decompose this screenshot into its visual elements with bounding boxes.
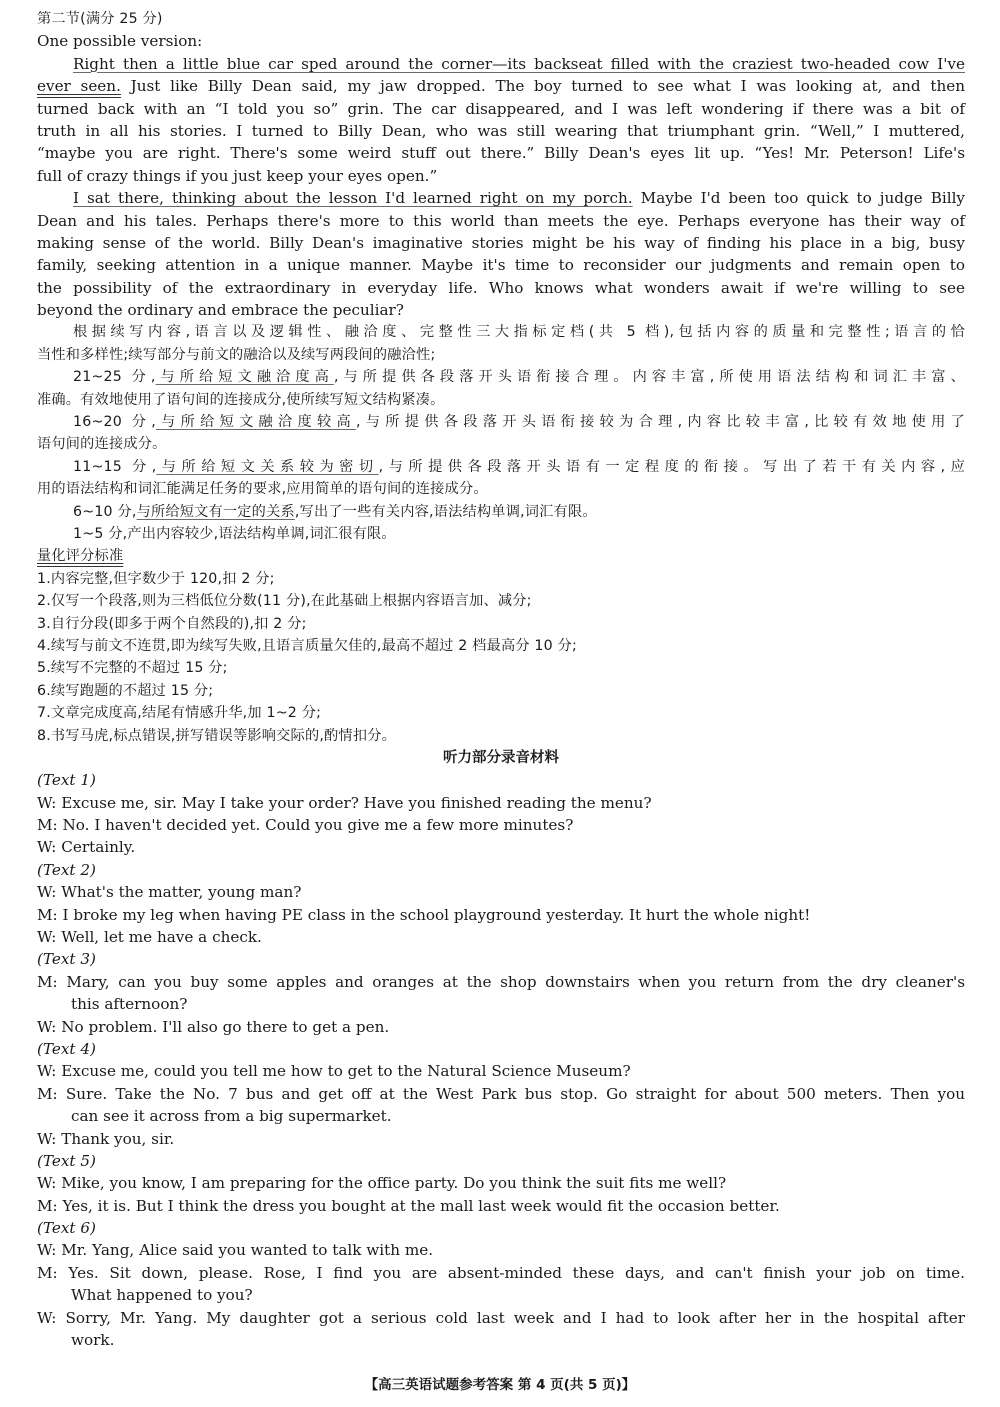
essay-p1-line4: truth in all his stories. I turned to Billy Dean, who was still wearing that triumphant grin. “Well,” I muttered, bbox=[37, 121, 965, 140]
dialogue-line: M: Mary, can you buy some apples and oranges at the shop downstairs when you return from the dry cleaner's bbox=[37, 972, 965, 991]
essay-text: Just like Billy Dean said, my jaw dropped. The boy turned to see what I was looking at, and then bbox=[120, 77, 965, 96]
quant-item-5: 5.续写不完整的不超过 15 分; bbox=[37, 660, 228, 677]
dialogue-line: W: Mr. Yang, Alice said you wanted to talk with me. bbox=[37, 1241, 434, 1260]
band-11-15-line2: 用的语法结构和词汇能满足任务的要求,应用简单的语句间的连接成分。 bbox=[37, 481, 488, 498]
essay-p2-line3: making sense of the world. Billy Dean's imaginative stories might be his way of finding his place in a big, busy bbox=[37, 233, 965, 252]
text-3-label: (Text 3) bbox=[37, 950, 96, 969]
dialogue-line: W: Excuse me, could you tell me how to get to the Natural Science Museum? bbox=[37, 1062, 631, 1081]
dialogue-line-cont: work. bbox=[71, 1331, 115, 1350]
band-text: ,与所提供各段落开头语衔接较为合理,内容比较丰富,比较有效地使用了 bbox=[356, 414, 965, 431]
essay-p1-line5: “maybe you are right. There's some weird stuff out there.” Billy Dean's eyes lit up. “Yes! Mr. Peterson! Life's bbox=[37, 144, 965, 163]
dialogue-line: W: Well, let me have a check. bbox=[37, 928, 262, 947]
dialogue-line-cont: What happened to you? bbox=[71, 1286, 253, 1305]
band-text: ,写出了一些有关内容,语法结构单调,词汇有限。 bbox=[294, 503, 597, 520]
band-text: ,与所提供各段落开头语衔接合理。内容丰富,所使用语法结构和词汇丰富、 bbox=[333, 369, 965, 386]
text-1-label: (Text 1) bbox=[37, 771, 96, 790]
section-heading: 第二节(满分 25 分) bbox=[37, 11, 163, 27]
essay-text: Maybe I'd been too quick to judge Billy bbox=[632, 189, 966, 208]
essay-p1-line3: turned back with an “I told you so” grin. The car disappeared, and I was left wondering if there was a bit of bbox=[37, 99, 965, 118]
essay-underlined-p2-opening: I sat there, thinking about the lesson I'd learned right on my porch. bbox=[73, 189, 633, 208]
dialogue-line: M: Yes, it is. But I think the dress you bought at the mall last week would fit the occasion better. bbox=[37, 1196, 780, 1215]
essay-p1-line1 bbox=[37, 53, 965, 75]
band-score: 16~20 分, bbox=[73, 414, 157, 431]
text-2-label: (Text 2) bbox=[37, 860, 96, 879]
listening-title: 听力部分录音材料 bbox=[443, 749, 559, 766]
dialogue-line: W: What's the matter, young man? bbox=[37, 883, 302, 902]
essay-p1-line2 bbox=[37, 75, 965, 97]
band-key-criterion: 与所给短文有一定的关系 bbox=[136, 503, 295, 520]
essay-p2-line1 bbox=[37, 187, 965, 209]
band-score: 11~15 分, bbox=[73, 458, 157, 475]
band-16-20-line2: 语句间的连接成分。 bbox=[37, 436, 167, 453]
text-6-label: (Text 6) bbox=[37, 1219, 96, 1238]
band-1-5: 1~5 分,产出内容较少,语法结构单调,词汇很有限。 bbox=[73, 525, 396, 542]
document-page bbox=[37, 8, 965, 1351]
dialogue-line: M: Sure. Take the No. 7 bus and get off at the West Park bus stop. Go straight for about 500 meters. Then you bbox=[37, 1084, 965, 1103]
dialogue-line: W: Thank you, sir. bbox=[37, 1129, 175, 1148]
dialogue-line: W: Excuse me, sir. May I take your order? Have you finished reading the menu? bbox=[37, 793, 652, 812]
quant-item-8: 8.书写马虎,标点错误,拼写错误等影响交际的,酌情扣分。 bbox=[37, 727, 396, 744]
dialogue-line: W: Mike, you know, I am preparing for the office party. Do you think the suit fits me well? bbox=[37, 1174, 727, 1193]
band-11-15 bbox=[37, 456, 965, 478]
essay-p2-line5: the possibility of the extraordinary in everyday life. Who knows what wonders await if we're willing to see bbox=[37, 278, 965, 297]
band-key-criterion: 与所给短文融洽度高 bbox=[155, 369, 334, 386]
essay-p2-line4: family, seeking attention in a unique manner. Maybe it's time to reconsider our judgments and remain open to bbox=[37, 256, 965, 275]
band-6-10 bbox=[37, 501, 965, 523]
quant-title bbox=[37, 545, 965, 567]
essay-underlined-end: ever seen. bbox=[37, 77, 121, 96]
dialogue-line-cont: this afternoon? bbox=[71, 995, 188, 1014]
essay-p2-line6: beyond the ordinary and embrace the peculiar? bbox=[37, 301, 404, 320]
band-key-criterion: 与所给短文关系较为密切 bbox=[156, 458, 379, 475]
quant-item-4: 4.续写与前文不连贯,即为续写失败,且语言质量欠佳的,最高不超过 2 档最高分 10 分; bbox=[37, 637, 577, 654]
quant-item-3: 3.自行分段(即多于两个自然段的),扣 2 分; bbox=[37, 615, 307, 632]
text-5-label: (Text 5) bbox=[37, 1151, 96, 1170]
essay-underlined-opening: Right then a little blue car sped around the corner—its backseat filled with the craziest two-headed cow I've bbox=[73, 54, 965, 73]
essay-p1-line6: full of crazy things if you just keep your eyes open.” bbox=[37, 166, 438, 185]
band-score: 6~10 分, bbox=[73, 503, 137, 520]
dialogue-line: M: I broke my leg when having PE class in the school playground yesterday. It hurt the whole night! bbox=[37, 905, 811, 924]
essay-p2-line2: Dean and his tales. Perhaps there's more to this world than meets the eye. Perhaps everyone has their way of bbox=[37, 211, 965, 230]
grading-intro-line1: 根据续写内容,语言以及逻辑性、融洽度、完整性三大指标定档(共 5 档),包括内容的质量和完整性;语言的恰 bbox=[73, 324, 965, 341]
version-label: One possible version: bbox=[37, 32, 203, 51]
dialogue-line-cont: can see it across from a big supermarket. bbox=[71, 1107, 392, 1126]
quant-item-7: 7.文章完成度高,结尾有情感升华,加 1~2 分; bbox=[37, 705, 322, 722]
band-21-25 bbox=[37, 366, 965, 388]
quant-item-1: 1.内容完整,但字数少于 120,扣 2 分; bbox=[37, 570, 275, 587]
band-text: ,与所提供各段落开头语有一定程度的衔接。写出了若干有关内容,应 bbox=[378, 458, 965, 475]
dialogue-line: M: Yes. Sit down, please. Rose, I find you are absent-minded these days, and can't finish your job on time. bbox=[37, 1263, 965, 1282]
text-4-label: (Text 4) bbox=[37, 1039, 96, 1058]
page-footer: 【高三英语试题参考答案 第 4 页(共 5 页)】 bbox=[364, 1377, 636, 1393]
dialogue-line: W: Certainly. bbox=[37, 838, 136, 857]
band-score: 21~25 分, bbox=[73, 369, 156, 386]
grading-intro-line2: 当性和多样性;续写部分与前文的融洽以及续写两段间的融洽性; bbox=[37, 346, 436, 363]
quant-item-6: 6.续写跑题的不超过 15 分; bbox=[37, 682, 214, 699]
dialogue-line: W: Sorry, Mr. Yang. My daughter got a serious cold last week and I had to look after her in the hospital after bbox=[37, 1308, 965, 1327]
band-16-20 bbox=[37, 411, 965, 433]
quant-item-2: 2.仅写一个段落,则为三档低位分数(11 分),在此基础上根据内容语言加、减分; bbox=[37, 593, 532, 610]
band-21-25-line2: 准确。有效地使用了语句间的连接成分,使所续写短文结构紧凑。 bbox=[37, 391, 445, 408]
quant-title-text: 量化评分标准 bbox=[37, 548, 124, 565]
band-key-criterion: 与所给短文融洽度较高 bbox=[156, 414, 356, 431]
dialogue-line: M: No. I haven't decided yet. Could you give me a few more minutes? bbox=[37, 816, 574, 835]
dialogue-line: W: No problem. I'll also go there to get a pen. bbox=[37, 1017, 390, 1036]
